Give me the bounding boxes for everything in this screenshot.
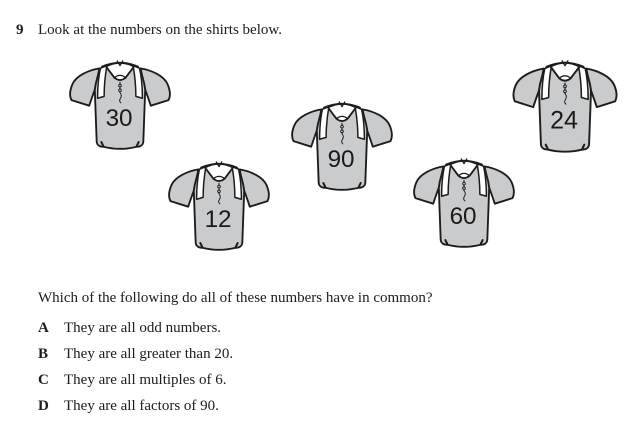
shirt-12 [163, 158, 275, 261]
option-letter: A [38, 320, 49, 336]
answer-option-b [38, 346, 233, 363]
shirt-graphic [408, 155, 520, 258]
question-text: Which of the following do all of these numbers have in common? [38, 290, 433, 306]
shirt-graphic [163, 158, 275, 261]
answer-option-a [38, 320, 221, 337]
shirt-60 [408, 155, 520, 258]
option-text: They are all multiples of 6. [64, 372, 227, 388]
shirt-graphic [506, 57, 624, 163]
option-letter: B [38, 346, 49, 362]
shirt-number: 24 [550, 106, 578, 135]
shirt-number: 30 [105, 105, 133, 133]
option-text: They are all greater than 20. [64, 346, 234, 362]
answer-option-d [38, 398, 219, 415]
shirt-graphic [286, 98, 398, 201]
shirt-90 [286, 98, 398, 201]
option-text: They are all odd numbers. [64, 320, 222, 336]
shirt-graphic [64, 57, 176, 160]
answer-option-c [38, 372, 226, 389]
shirt-number: 60 [449, 203, 477, 231]
option-letter: C [38, 372, 49, 388]
shirt-30 [64, 57, 176, 160]
question-number: 9 [16, 22, 24, 38]
option-text: They are all factors of 90. [64, 398, 219, 414]
shirt-number: 90 [327, 146, 355, 174]
question-header [16, 21, 282, 39]
option-letter: D [38, 398, 49, 414]
question-prompt: Look at the numbers on the shirts below. [38, 22, 282, 38]
shirt-24 [506, 57, 624, 163]
shirt-number: 12 [204, 206, 232, 234]
